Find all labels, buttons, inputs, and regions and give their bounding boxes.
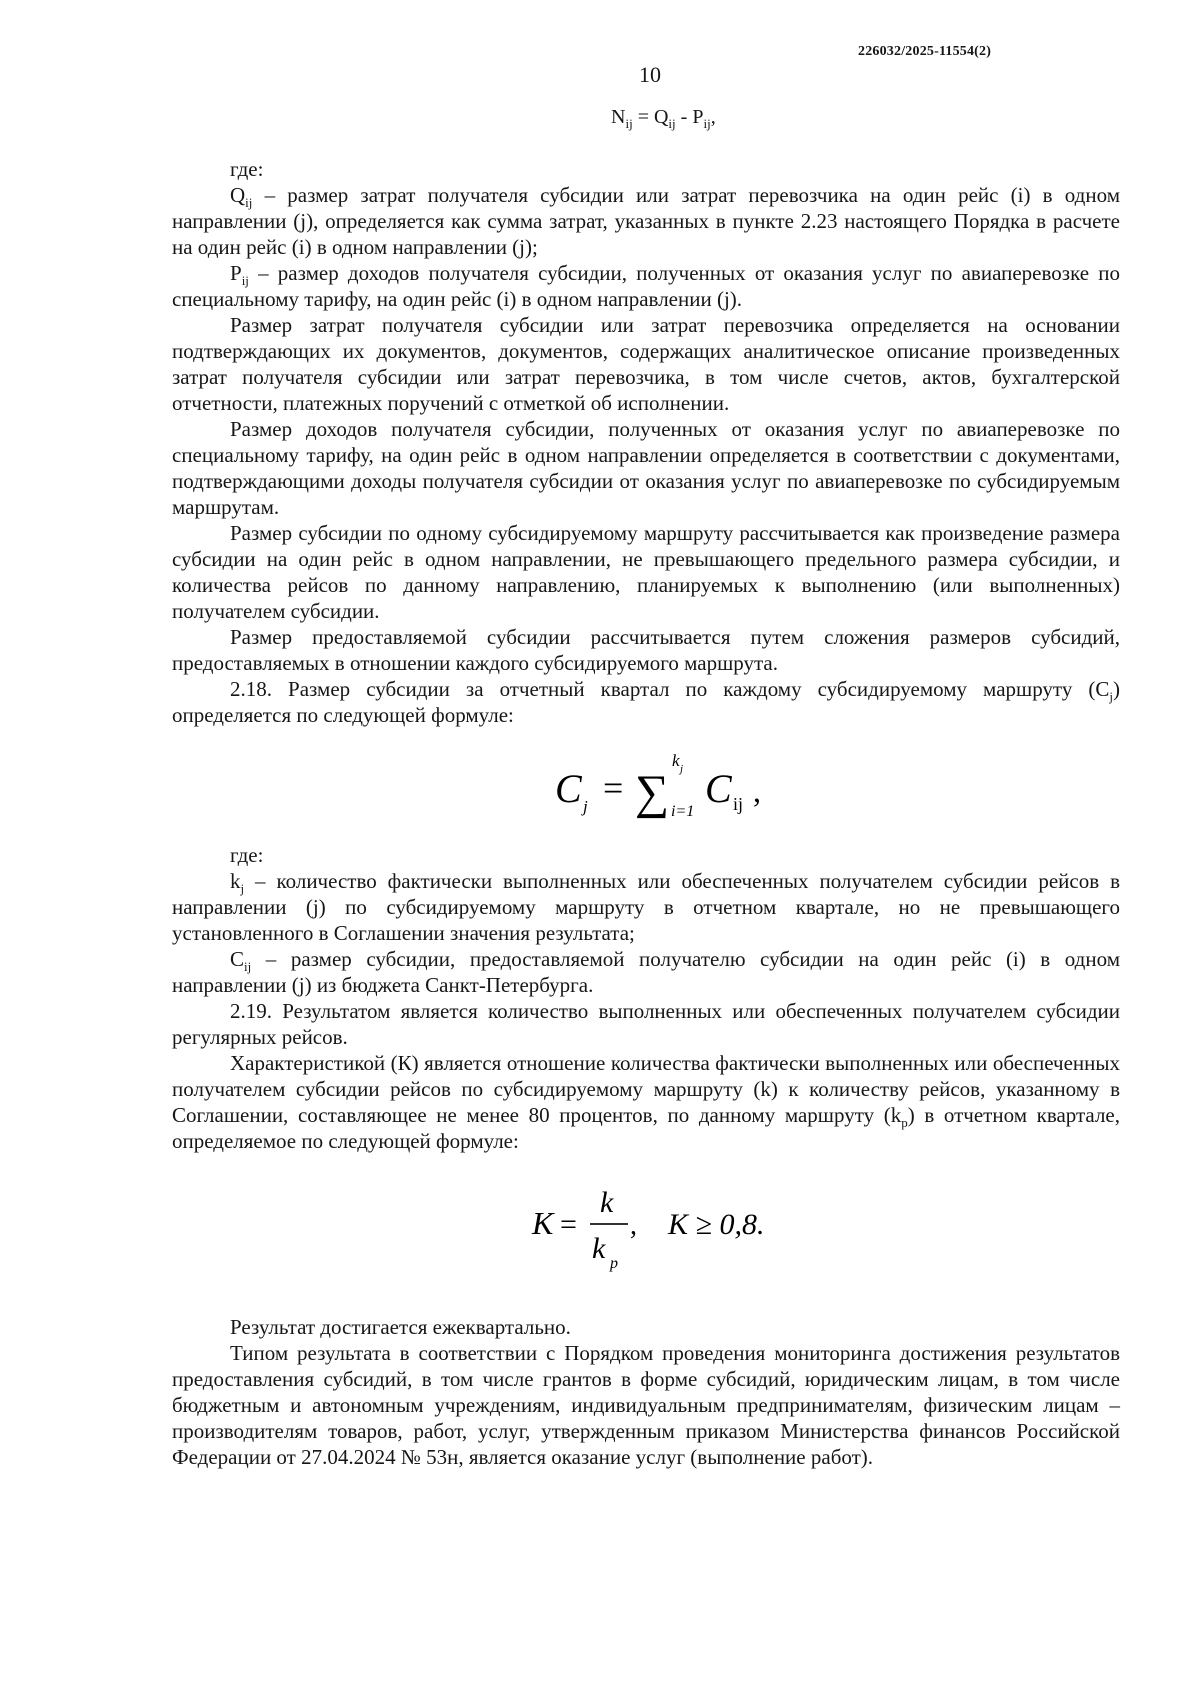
cj-end: ,: [753, 773, 761, 809]
cj-term-sub: ij: [733, 794, 744, 814]
q-definition: – размер затрат получателя субсидии или затрат перевозчика на один рейс (i) в одном направлении (j), определяется как сумма затрат, указанных в пункте 2.23 настоящего Порядка в расчете на один рейс (i) в одном направлении (j);: [172, 183, 1120, 259]
formula-end: ,: [710, 106, 716, 128]
q-subscript: ij: [245, 195, 253, 211]
definition-k: [172, 868, 1120, 946]
q-symbol: Q: [230, 183, 246, 207]
k-subscript: j: [240, 881, 245, 897]
formula-k: [522, 1172, 802, 1282]
formula-minus-p: - P: [675, 106, 704, 128]
c-definition: – размер субсидии, предоставляемой получателю субсидии на один рейс (i) в одном направлении (j) из бюджета Санкт-Петербурга.: [172, 947, 1120, 997]
where-label-2: где:: [230, 843, 264, 867]
document-body: [172, 156, 1120, 1470]
p-symbol: P: [230, 261, 242, 285]
c-symbol: C: [230, 947, 245, 971]
formula-cj-block: [172, 736, 1120, 832]
paragraph-result: Результат достигается ежеквартально.: [230, 1315, 571, 1339]
paragraph-2-19: 2.19. Результатом является количество выполненных или обеспеченных получателем субсидии регулярных рейсов.: [172, 999, 1120, 1049]
definition-c: [172, 946, 1120, 998]
paragraph-total: Размер предоставляемой субсидии рассчитывается путем сложения размеров субсидий, предоставляемых в отношении каждого субсидируемого маршрута.: [172, 625, 1120, 675]
k-lhs: K: [532, 1205, 554, 1241]
cj-sum-lower: i=1: [671, 803, 695, 820]
p218-text-a: 2.18. Размер субсидии за отчетный квартал по каждому субсидируемому маршруту (C: [230, 677, 1110, 701]
p-subscript: ij: [241, 273, 249, 289]
definition-q: [172, 182, 1120, 260]
cj-term: C: [705, 766, 732, 811]
paragraph-type: Типом результата в соответствии с Порядком проведения мониторинга достижения результатов предоставления субсидий, в том числе грантов в форме субсидий, юридическим лицам, в том числе бюджетным и автономным учреждениям, индивидуальным предпринимателям, физическим лицам – производителям товаров, работ, услуг, утвержденным приказом Министерства финансов Российской Федерации от 27.04.2024 № 53н, является оказание услуг (выполнение работ).: [172, 1341, 1120, 1469]
paragraph-route: Размер субсидии по одному субсидируемому маршруту рассчитывается как произведение размера субсидии на один рейс в одном направлении, не превышающего предельного размера субсидии, и количества рейсов по данному направлению, планируемых к выполнению (или выполненных) получателем субсидии.: [172, 521, 1120, 623]
paragraph-characteristic: [172, 1050, 1120, 1154]
k-definition: – количество фактически выполненных или обеспеченных получателем субсидии рейсов в направлении (j) по субсидируемому маршруту в отчетном квартале, но не превышающего установленного в Соглашении значения результата;: [172, 869, 1120, 945]
cj-sum-sup: k: [672, 751, 680, 770]
k-symbol: k: [230, 869, 241, 893]
cj-lhs-sub: j: [583, 797, 588, 816]
cj-sum-sup-sub: j: [680, 763, 684, 775]
where-label-1: где:: [230, 157, 264, 181]
formula-p-sub: ij: [703, 116, 711, 131]
k-num: k: [600, 1186, 614, 1219]
c-subscript: ij: [244, 959, 252, 975]
formula-k-block: [172, 1172, 1120, 1282]
k-comma: ,: [630, 1210, 637, 1241]
k-eq: =: [560, 1208, 577, 1241]
char-text-a: Характеристикой (К) является отношение количества фактически выполненных или обеспеченных получателем субсидии рейсов по субсидируемому маршруту (k) к количеству рейсов, указанному в Соглашении, составляющее не менее 80 процентов, по данному маршруту (k: [172, 1051, 1120, 1127]
p218-subscript: j: [1109, 689, 1113, 705]
cj-sum-sign: ∑: [635, 766, 670, 819]
char-subscript: p: [901, 1115, 908, 1131]
k-condition: K ≥ 0,8.: [668, 1208, 765, 1241]
formula-n: N: [611, 106, 626, 128]
k-den: k: [592, 1232, 606, 1265]
document-id: 226032/2025-11554(2): [858, 44, 992, 59]
formula-eq-q: = Q: [632, 106, 669, 128]
formula-cj: [547, 736, 807, 832]
formula-q-sub: ij: [668, 116, 676, 131]
paragraph-costs: Размер затрат получателя субсидии или затрат перевозчика определяется на основании подтверждающих их документов, документов, содержащих аналитическое описание произведенных затрат получателя субсидии или затрат перевозчика, в том числе счетов, актов, бухгалтерской отчетности, платежных поручений с отметкой об исполнении.: [172, 313, 1120, 415]
k-den-sub: p: [610, 1255, 618, 1272]
formula-n-sub: ij: [625, 116, 633, 131]
paragraph-income: Размер доходов получателя субсидии, полученных от оказания услуг по авиаперевозке по специальному тарифу, на один рейс в одном направлении определяется в соответствии с документами, подтверждающими доходы получателя субсидии от оказания услуг по авиаперевозке по субсидируемым маршрутам.: [172, 417, 1120, 519]
formula-n-ij: [611, 106, 716, 132]
paragraph-2-18: [172, 676, 1120, 728]
definition-p: [172, 260, 1120, 312]
page-number: 10: [639, 62, 661, 87]
p218-text-b: ) определяется по следующей формуле:: [172, 677, 1120, 727]
cj-eq: =: [603, 768, 624, 808]
cj-lhs: C: [555, 766, 582, 811]
char-text-b: ) в отчетном квартале, определяемое по следующей формуле:: [172, 1103, 1120, 1153]
p-definition: – размер доходов получателя субсидии, полученных от оказания услуг по авиаперевозке по специальному тарифу, на один рейс (i) в одном направлении (j).: [172, 261, 1120, 311]
